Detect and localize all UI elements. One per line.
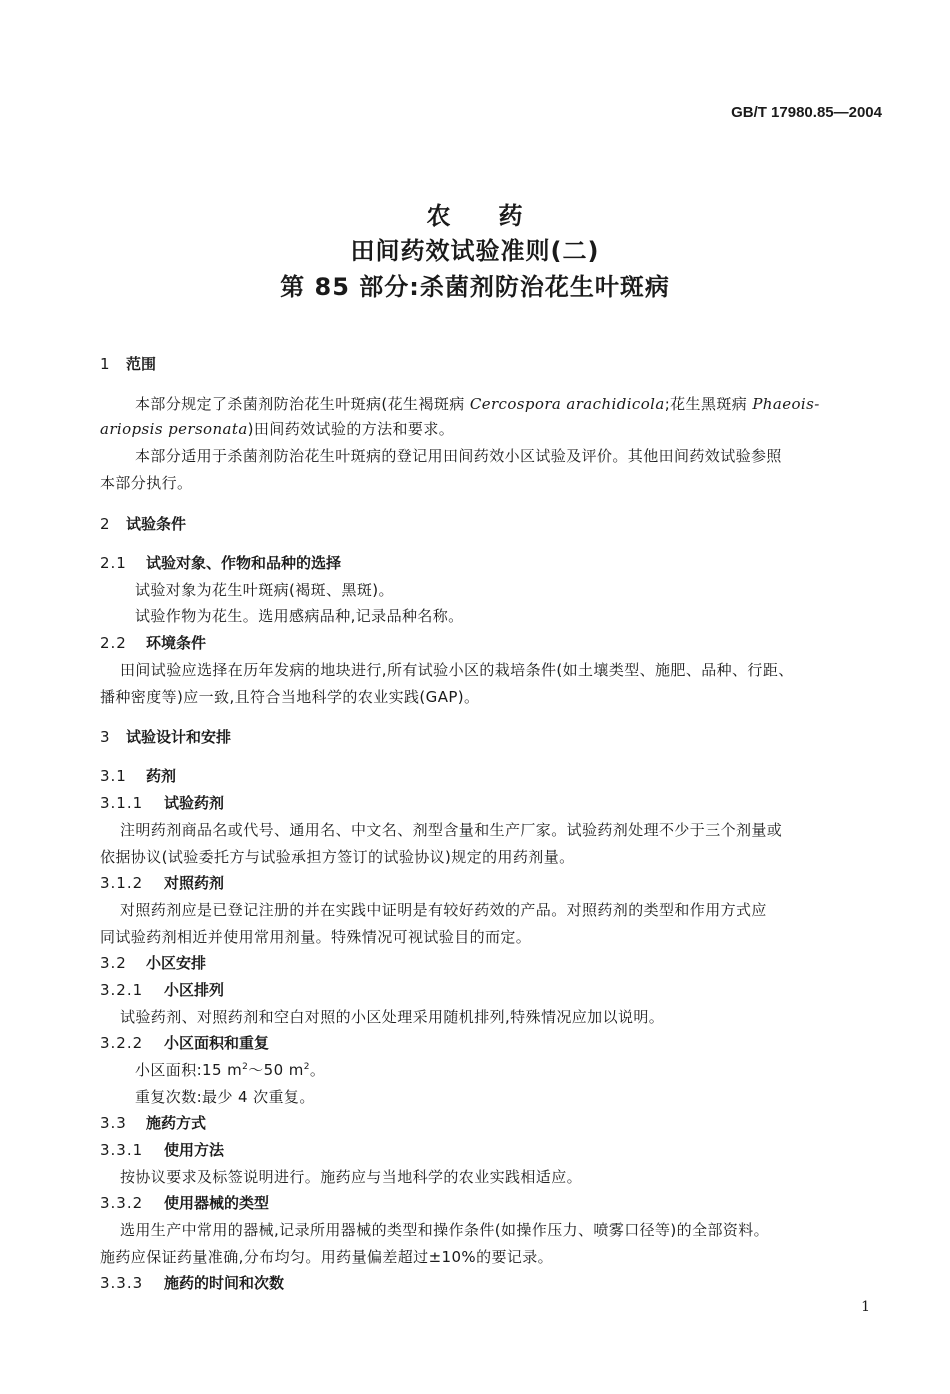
- page-number: 1: [861, 1299, 870, 1315]
- section-title: 试验条件: [126, 515, 187, 533]
- s1-p2-line1: 本部分适用于杀菌剂防治花生叶斑病的登记用田间药效小区试验及评价。其他田间药效试验参照: [135, 447, 782, 465]
- text: )田间药效试验的方法和要求。: [247, 420, 455, 438]
- s2-2-line1: 田间试验应选择在历年发病的地块进行,所有试验小区的栽培条件(如土壤类型、施肥、品种、行距、: [120, 661, 794, 679]
- section-title: 环境条件: [146, 634, 207, 652]
- section-number: 3.3.2: [100, 1194, 144, 1212]
- section-3-1-heading: [100, 765, 176, 786]
- s3-2-2-area: [135, 1059, 325, 1080]
- s1-p1-line2: [100, 418, 454, 439]
- section-number: 2: [100, 515, 110, 533]
- title-main-char-1: 农: [426, 202, 452, 230]
- superscript: 2: [303, 1062, 310, 1072]
- section-3-3-1-heading: [100, 1139, 224, 1160]
- section-title: 试验药剂: [164, 794, 225, 812]
- section-title: 小区安排: [146, 954, 207, 972]
- section-number: 3.2.1: [100, 981, 144, 999]
- title-main-char-2: 药: [498, 202, 524, 230]
- section-number: 3.3.1: [100, 1141, 144, 1159]
- s3-1-1-line2: 依据协议(试验委托方与试验承担方签订的试验协议)规定的用药剂量。: [100, 848, 575, 866]
- section-3-3-heading: [100, 1112, 206, 1133]
- section-number: 3.2: [100, 954, 127, 972]
- section-number: 2.1: [100, 554, 127, 572]
- section-number: 3.1.1: [100, 794, 144, 812]
- section-title: 试验设计和安排: [126, 728, 232, 746]
- text: 。: [309, 1061, 326, 1079]
- section-title: 小区面积和重复: [164, 1034, 270, 1052]
- section-number: 3.1.2: [100, 874, 144, 892]
- section-3-2-heading: [100, 952, 206, 973]
- section-number: 2.2: [100, 634, 127, 652]
- s2-1-p1: 试验对象为花生叶斑病(褐斑、黑斑)。: [135, 581, 394, 599]
- title-sub2: 第 85 部分:杀菌剂防治花生叶斑病: [280, 273, 670, 301]
- s3-1-1-line1: 注明药剂商品名或代号、通用名、中文名、剂型含量和生产厂家。试验药剂处理不少于三个剂量或: [120, 821, 783, 839]
- s3-1-2-line1: 对照药剂应是已登记注册的并在实践中证明是有较好药效的产品。对照药剂的类型和作用方式应: [120, 901, 767, 919]
- section-3-1-1-heading: [100, 792, 224, 813]
- section-2-1-heading: [100, 552, 341, 573]
- section-2-2-heading: [100, 632, 206, 653]
- section-title: 范围: [126, 355, 157, 373]
- section-3-1-2-heading: [100, 872, 224, 893]
- s3-1-2-line2: 同试验药剂相近并使用常用剂量。特殊情况可视试验目的而定。: [100, 928, 532, 946]
- text: ;花生黑斑病: [664, 395, 753, 413]
- section-3-heading: [100, 726, 231, 747]
- standard-number: GB/T 17980.85—2004: [731, 104, 882, 121]
- s1-p2-line2: 本部分执行。: [100, 474, 193, 492]
- section-title: 施药方式: [146, 1114, 207, 1132]
- section-3-3-3-heading: [100, 1272, 284, 1293]
- section-title: 使用方法: [164, 1141, 225, 1159]
- section-3-2-2-heading: [100, 1032, 269, 1053]
- section-number: 3.2.2: [100, 1034, 144, 1052]
- text: 本部分规定了杀菌剂防治花生叶斑病(花生褐斑病: [135, 395, 470, 413]
- section-1-heading: [100, 353, 156, 374]
- text: 小区面积:15 m: [135, 1061, 243, 1079]
- s3-2-2-repeat: 重复次数:最少 4 次重复。: [135, 1088, 315, 1106]
- superscript: 2: [242, 1062, 249, 1072]
- s3-3-1-line1: 按协议要求及标签说明进行。施药应与当地科学的农业实践相适应。: [120, 1168, 583, 1186]
- species-name: Phaeois-: [752, 395, 820, 413]
- s2-2-line2: 播种密度等)应一致,且符合当地科学的农业实践(GAP)。: [100, 688, 480, 706]
- s1-p1-line1: [135, 393, 820, 414]
- species-name: ariopsis personata: [100, 420, 248, 438]
- section-number: 1: [100, 355, 110, 373]
- s3-3-2-line2: 施药应保证药量准确,分布均匀。用药量偏差超过±10%的要记录。: [100, 1248, 554, 1266]
- section-number: 3: [100, 728, 110, 746]
- section-number: 3.1: [100, 767, 127, 785]
- section-title: 药剂: [146, 767, 177, 785]
- section-title: 施药的时间和次数: [164, 1274, 285, 1292]
- species-name: Cercospora arachidicola: [469, 395, 665, 413]
- section-3-3-2-heading: [100, 1192, 269, 1213]
- s2-1-p2: 试验作物为花生。选用感病品种,记录品种名称。: [135, 607, 464, 625]
- s3-3-2-line1: 选用生产中常用的器械,记录所用器械的类型和操作条件(如操作压力、喷雾口径等)的全部资料。: [120, 1221, 770, 1239]
- section-2-heading: [100, 513, 186, 534]
- section-title: 使用器械的类型: [164, 1194, 270, 1212]
- text: ～50 m: [248, 1061, 304, 1079]
- section-number: 3.3: [100, 1114, 127, 1132]
- section-title: 试验对象、作物和品种的选择: [146, 554, 342, 572]
- section-title: 小区排列: [164, 981, 225, 999]
- title-main: [0, 196, 950, 231]
- title-sub1: 田间药效试验准则(二): [350, 237, 600, 265]
- s3-2-1-line1: 试验药剂、对照药剂和空白对照的小区处理采用随机排列,特殊情况应加以说明。: [120, 1008, 665, 1026]
- section-number: 3.3.3: [100, 1274, 144, 1292]
- section-title: 对照药剂: [164, 874, 225, 892]
- section-3-2-1-heading: [100, 979, 224, 1000]
